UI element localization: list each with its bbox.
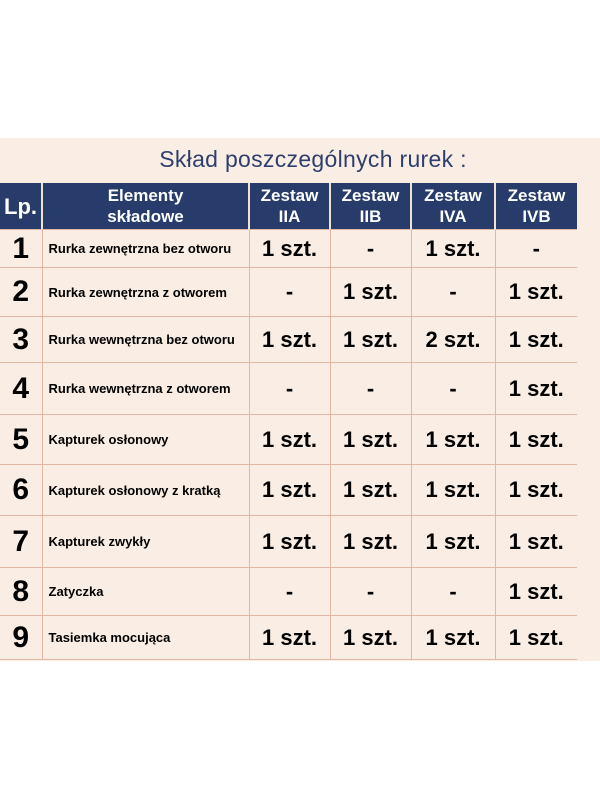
element-name: Kapturek osłonowy z kratką: [42, 465, 249, 516]
page-title: Skład poszczególnych rurek :: [159, 146, 467, 172]
row-number: 1: [0, 230, 42, 268]
quantity-ivb: 1 szt.: [495, 465, 577, 516]
quantity-iia: 1 szt.: [249, 317, 330, 363]
quantity-iia: 1 szt.: [249, 415, 330, 465]
composition-table: [0, 183, 577, 660]
quantity-iva: 1 szt.: [411, 415, 495, 465]
quantity-iib: 1 szt.: [330, 415, 411, 465]
element-name: Rurka zewnętrzna z otworem: [42, 268, 249, 317]
row-number: 9: [0, 616, 42, 660]
header-set-iib: Zestaw IIB: [330, 183, 411, 230]
quantity-iva: -: [411, 363, 495, 415]
element-name: Tasiemka mocująca: [42, 616, 249, 660]
quantity-ivb: 1 szt.: [495, 268, 577, 317]
header-set-iva: Zestaw IVA: [411, 183, 495, 230]
table-row: [0, 616, 577, 660]
table-row: [0, 268, 577, 317]
row-number: 4: [0, 363, 42, 415]
quantity-iva: 1 szt.: [411, 465, 495, 516]
table-row: [0, 415, 577, 465]
quantity-ivb: 1 szt.: [495, 516, 577, 568]
row-number: 5: [0, 415, 42, 465]
element-name: Kapturek zwykły: [42, 516, 249, 568]
quantity-iia: 1 szt.: [249, 516, 330, 568]
element-name: Kapturek osłonowy: [42, 415, 249, 465]
quantity-iva: 1 szt.: [411, 230, 495, 268]
table-row: [0, 317, 577, 363]
quantity-iib: 1 szt.: [330, 268, 411, 317]
element-name: Zatyczka: [42, 568, 249, 616]
quantity-ivb: 1 szt.: [495, 415, 577, 465]
table-row: [0, 465, 577, 516]
header-set-iia: Zestaw IIA: [249, 183, 330, 230]
quantity-ivb: 1 szt.: [495, 363, 577, 415]
quantity-iib: 1 szt.: [330, 516, 411, 568]
table-row: [0, 568, 577, 616]
table-header-row: [0, 183, 577, 230]
table-row: [0, 230, 577, 268]
quantity-iva: 2 szt.: [411, 317, 495, 363]
quantity-ivb: 1 szt.: [495, 568, 577, 616]
row-number: 8: [0, 568, 42, 616]
header-elements: Elementy składowe: [42, 183, 249, 230]
row-number: 3: [0, 317, 42, 363]
quantity-iva: -: [411, 568, 495, 616]
row-number: 7: [0, 516, 42, 568]
quantity-ivb: -: [495, 230, 577, 268]
table-row: [0, 363, 577, 415]
element-name: Rurka wewnętrzna z otworem: [42, 363, 249, 415]
row-number: 2: [0, 268, 42, 317]
quantity-iva: -: [411, 268, 495, 317]
quantity-ivb: 1 szt.: [495, 616, 577, 660]
quantity-ivb: 1 szt.: [495, 317, 577, 363]
quantity-iia: 1 szt.: [249, 230, 330, 268]
quantity-iib: 1 szt.: [330, 465, 411, 516]
quantity-iva: 1 szt.: [411, 616, 495, 660]
table-row: [0, 516, 577, 568]
quantity-iia: -: [249, 568, 330, 616]
quantity-iia: 1 szt.: [249, 616, 330, 660]
header-set-ivb: Zestaw IVB: [495, 183, 577, 230]
element-name: Rurka zewnętrzna bez otworu: [42, 230, 249, 268]
quantity-iib: -: [330, 568, 411, 616]
quantity-iia: -: [249, 363, 330, 415]
quantity-iib: -: [330, 230, 411, 268]
element-name: Rurka wewnętrzna bez otworu: [42, 317, 249, 363]
row-number: 6: [0, 465, 42, 516]
quantity-iia: 1 szt.: [249, 465, 330, 516]
header-lp: Lp.: [0, 183, 42, 230]
quantity-iib: 1 szt.: [330, 616, 411, 660]
quantity-iib: -: [330, 363, 411, 415]
quantity-iia: -: [249, 268, 330, 317]
quantity-iva: 1 szt.: [411, 516, 495, 568]
quantity-iib: 1 szt.: [330, 317, 411, 363]
